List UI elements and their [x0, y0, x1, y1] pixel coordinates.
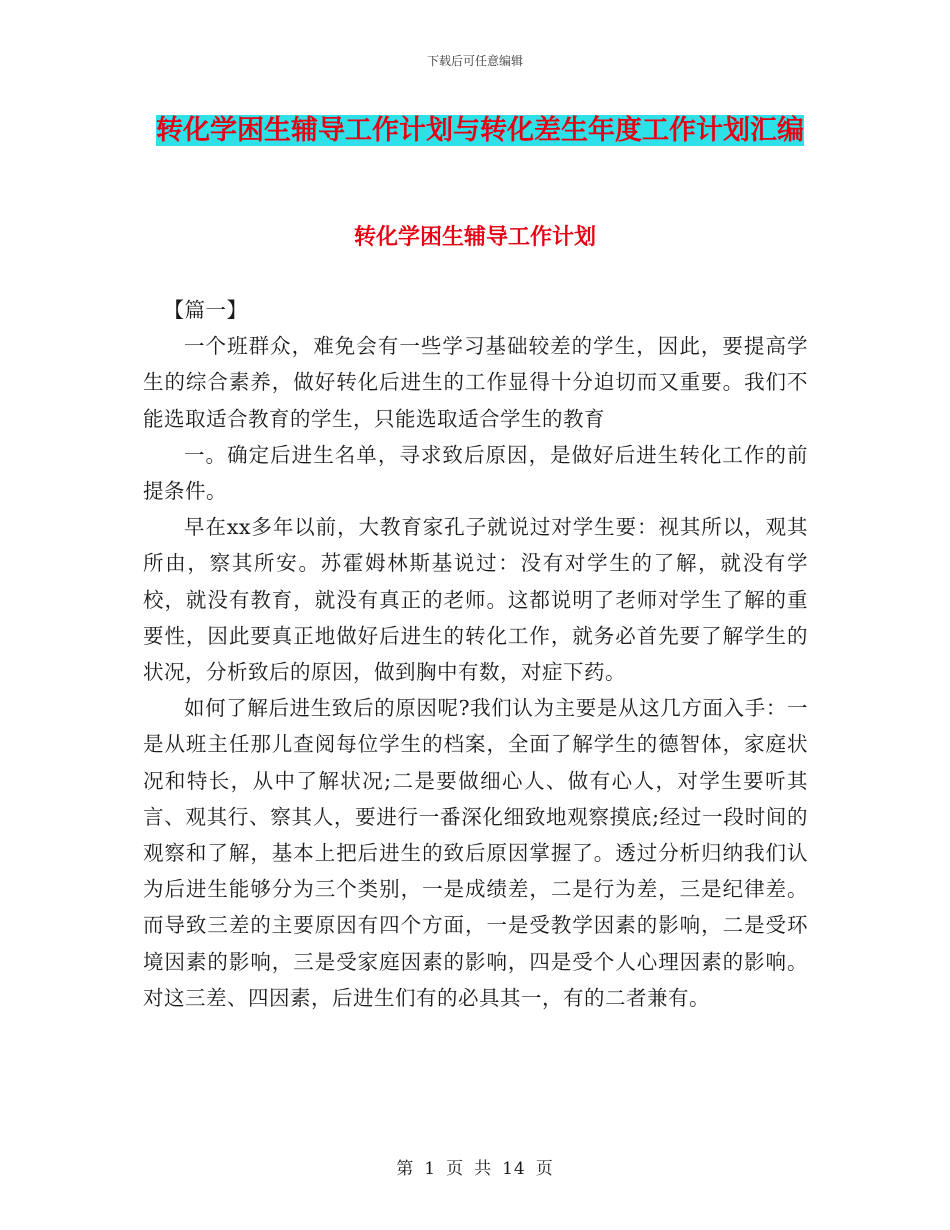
- footer-total-pages: 14: [502, 1159, 526, 1179]
- footer-total-unit: 页: [535, 1159, 554, 1179]
- page-header-note: 下载后可任意编辑: [426, 54, 523, 68]
- page-footer: [0, 1154, 950, 1179]
- body-paragraph: 如何了解后进生致后的原因呢?我们认为主要是从这几方面入手：一是从班主任那儿查阅每位学生的档案，全面了解学生的德智体，家庭状况和特长，从中了解状况;二是要做细心人、做有心人，对学生要听其言、观其行、察其人，要进行一番深化细致地观察摸底;经过一段时间的观察和了解，基本上把后进生的致后原因掌握了。透过分析归纳我们认为后进生能够分为三个类别，一是成绩差，二是行为差，三是纪律差。而导致三差的主要原因有四个方面，一是受教学因素的影响，二是受环境因素的影响，三是受家庭因素的影响，四是受个人心理因素的影响。对这三差、四因素，后进生们有的必具其一，有的二者兼有。: [143, 696, 808, 1010]
- document-body: [143, 292, 808, 1016]
- section-title: 转化学困生辅导工作计划: [353, 225, 596, 250]
- footer-total-prefix: 共: [474, 1159, 493, 1179]
- document-title: [150, 108, 810, 154]
- document-title-text: 转化学困生辅导工作计划与转化差生年度工作计划汇编: [156, 115, 804, 146]
- section-label: 【篇一】: [163, 298, 248, 322]
- footer-page-unit: 页: [446, 1159, 465, 1179]
- footer-page-number: 1: [424, 1159, 437, 1179]
- body-paragraph: 早在xx多年以前，大教育家孔子就说过对学生要：视其所以，观其所由，察其所安。苏霍姆林斯基说过：没有对学生的了解，就没有学校，就没有教育，就没有真正的老师。这都说明了老师对学生了解的重要性，因此要真正地做好后进生的转化工作，就务必首先要了解学生的状况，分析致后的原因，做到胸中有数，对症下药。: [143, 515, 808, 685]
- body-paragraph: 一。确定后进生名单，寻求致后原因，是做好后进生转化工作的前提条件。: [143, 442, 808, 504]
- body-paragraph: 一个班群众，难免会有一些学习基础较差的学生，因此，要提高学生的综合素养，做好转化后进生的工作显得十分迫切而又重要。我们不能选取适合教育的学生，只能选取适合学生的教育: [143, 334, 808, 431]
- footer-prefix: 第: [396, 1159, 415, 1179]
